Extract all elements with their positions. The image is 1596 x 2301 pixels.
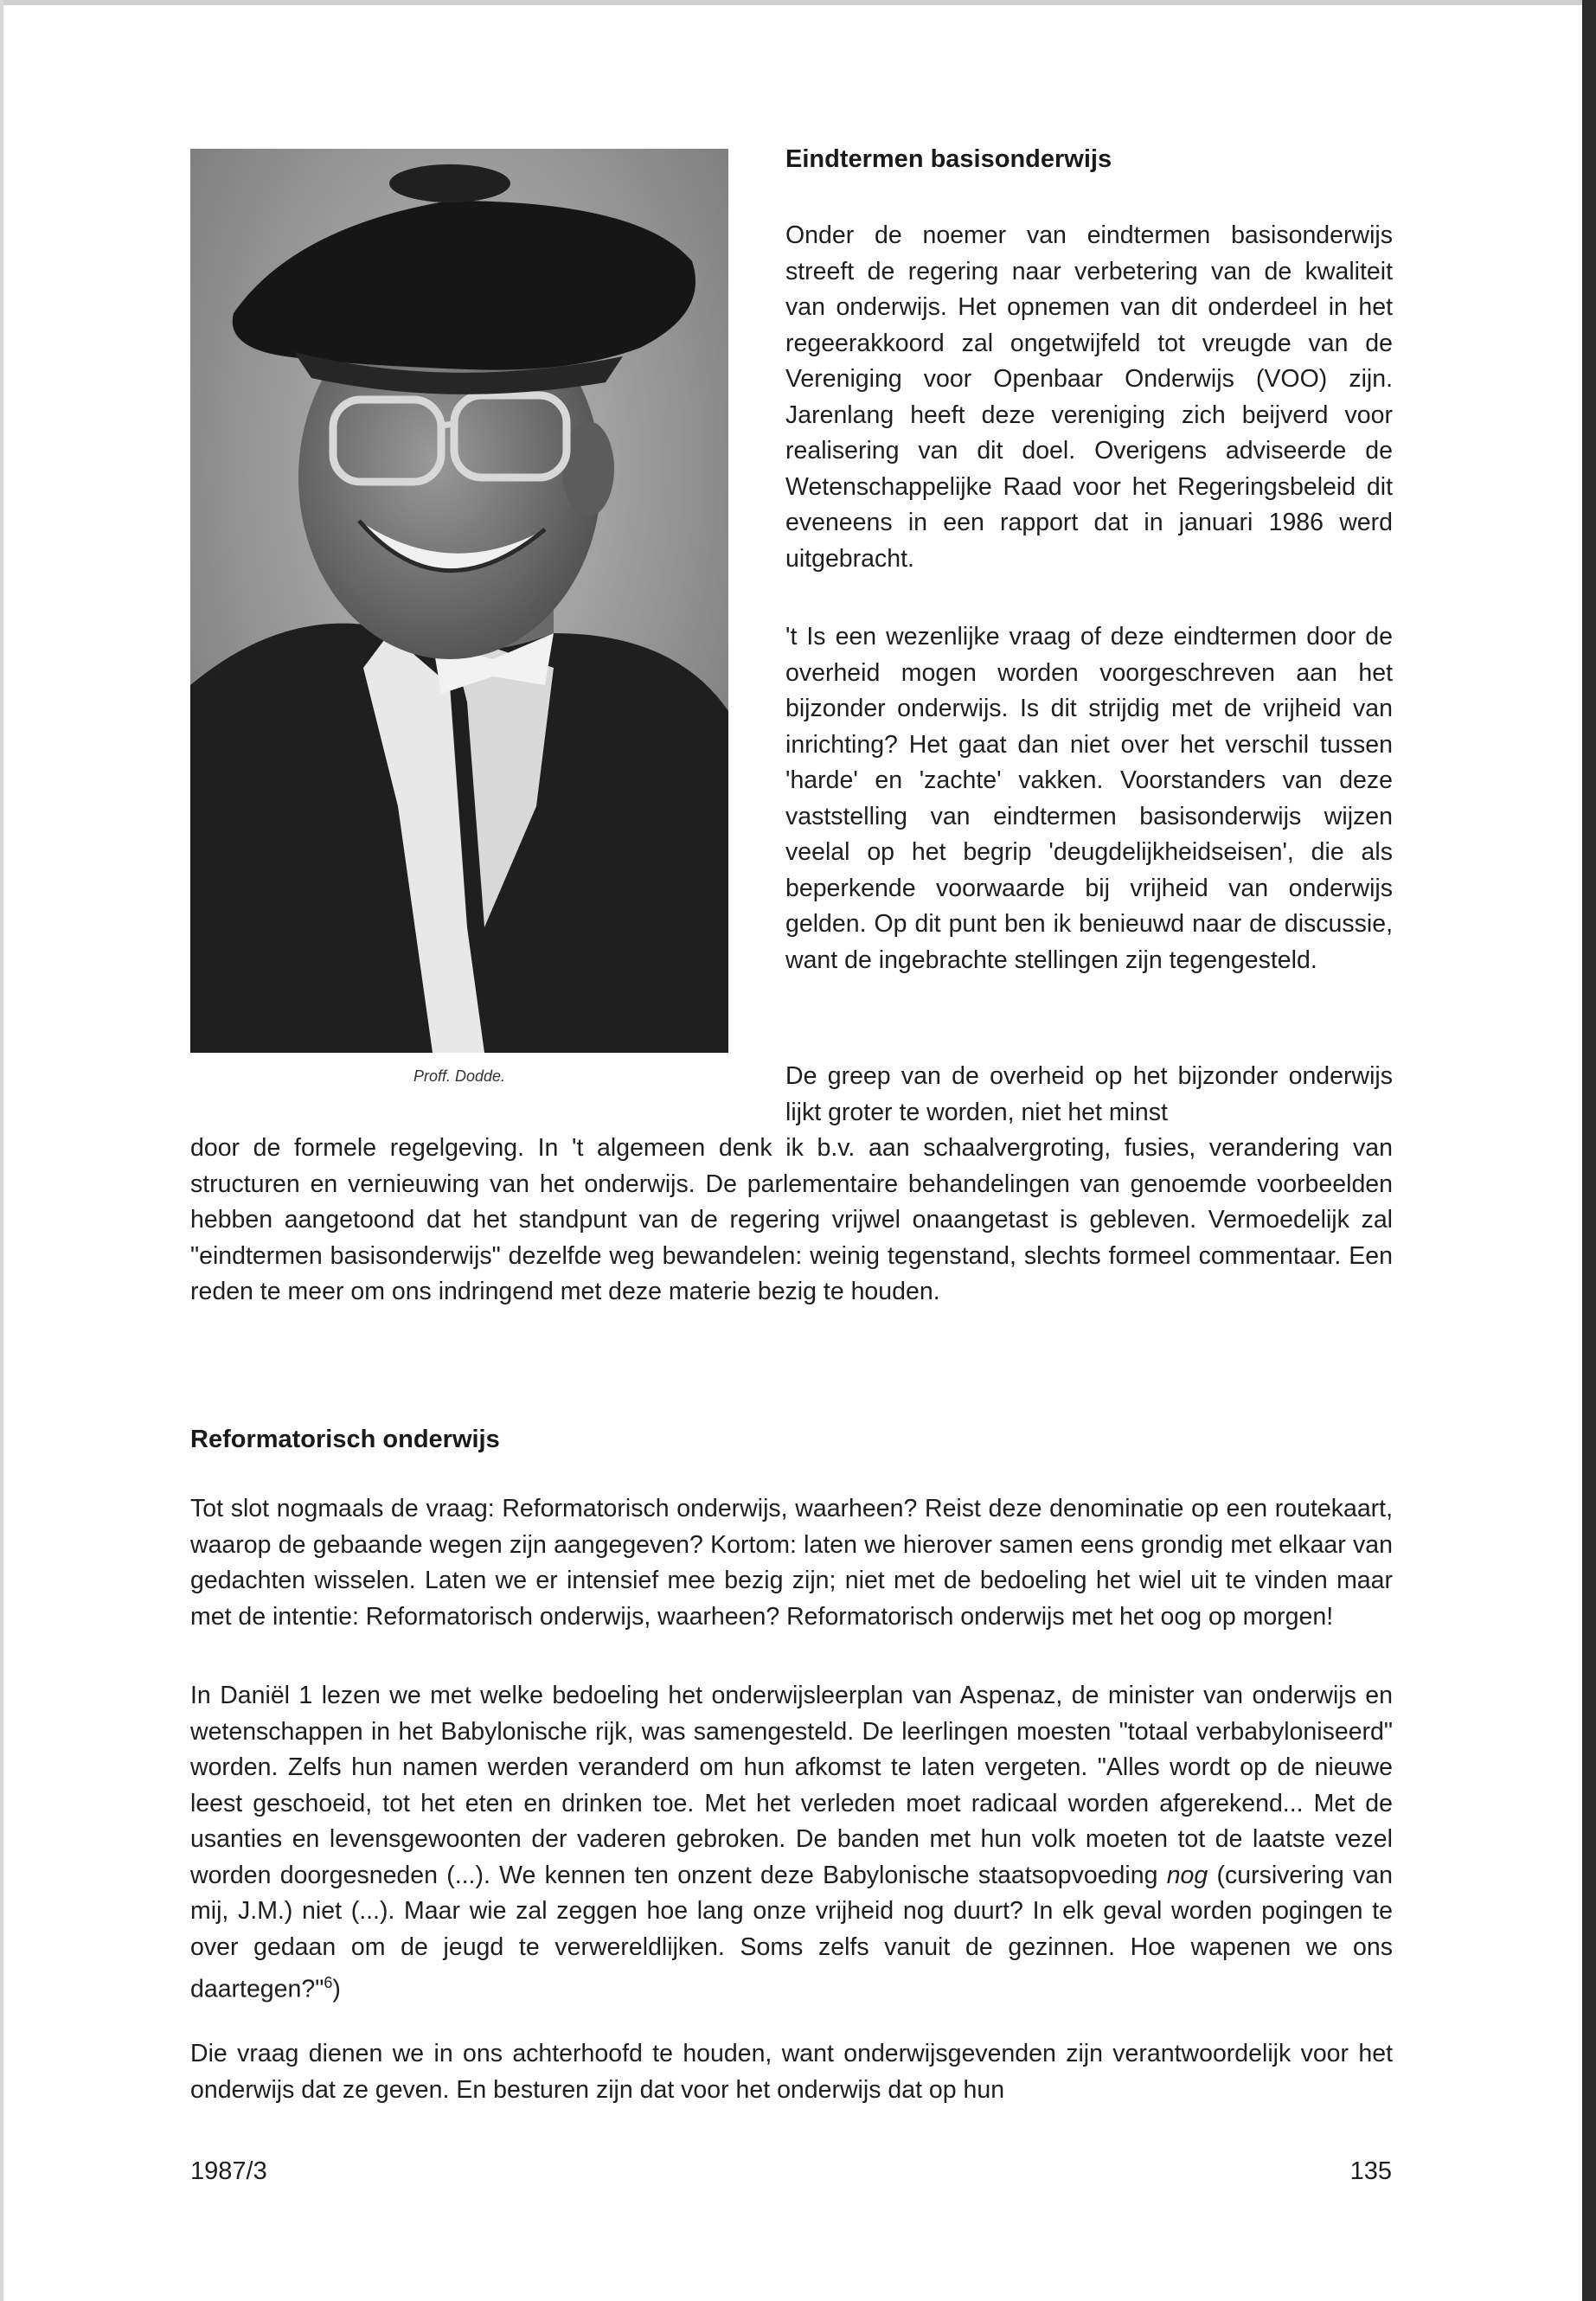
- portrait-photo: [190, 149, 728, 1053]
- page-number: 135: [1349, 2157, 1392, 2185]
- heading-reformatorisch: Reformatorisch onderwijs: [190, 1426, 500, 1453]
- paragraph-eindtermen-3b: door de formele regelgeving. In 't algemeen denk ik b.v. aan schaalvergroting, fusies, verandering van structuren en vernieuwing van het onderwijs. De parlementaire behandelingen van genoemde voorbeelden hebben aangetoond dat het standpunt van de regering vrijwel onaangetast is gebleven. Vermoedelijk zal "eindtermen basisonderwijs" dezelfde weg bewandelen: weinig tegenstand, slechts formeel commentaar. Een reden te meer om ons indringend met deze materie bezig te houden.: [190, 1134, 1393, 1305]
- page-edge-left: [0, 0, 3, 2301]
- page-edge-top: [0, 0, 1596, 5]
- issue-number: 1987/3: [190, 2157, 267, 2185]
- paragraph-eindtermen-1: Onder de noemer van eindtermen basisonderwijs streeft de regering naar verbetering van de kwaliteit van onderwijs. Het opnemen van dit onderdeel in het regeerakkoord zal ongetwijfeld tot vreugde van de Vereniging voor Openbaar Onderwijs (VOO) zijn. Jarenlang heeft deze vereniging zich beijverd voor realisering van dit doel. Overigens adviseerde de Wetenschappelijke Raad voor het Regeringsbeleid dit eveneens in een rapport dat in januari 1986 werd uitgebracht.: [785, 221, 1393, 573]
- heading-eindtermen: Eindtermen basisonderwijs: [785, 145, 1112, 173]
- photo-caption: Proff. Dodde.: [413, 1067, 506, 1085]
- paragraph-eindtermen-3a: De greep van de overheid op het bijzonder onderwijs lijkt groter te worden, niet het minst: [785, 1062, 1393, 1126]
- footnote-paren: ): [332, 1975, 341, 2003]
- page-edge-right: [1582, 0, 1596, 2301]
- paragraph-eindtermen-2: 't Is een wezenlijke vraag of deze eindtermen door de overheid mogen worden voorgeschreven aan het bijzonder onderwijs. Is dit strijdig met de vrijheid van inrichting? Het gaat dan niet over het verschil tussen 'harde' en 'zachte' vakken. Voorstanders van deze vaststelling van eindtermen basisonderwijs wijzen veelal op het begrip 'deugdelijkheidseisen', die als beperkende voorwaarde bij vrijheid van onderwijs gelden. Op dit punt ben ik benieuwd naar de discussie, want de ingebrachte stellingen zijn tegengesteld.: [785, 623, 1393, 974]
- emphasis-nog: nog: [1166, 1861, 1208, 1889]
- paragraph-reformatorisch-2: [190, 1678, 1393, 2008]
- paragraph-reformatorisch-2-start: In Daniël 1 lezen we met welke bedoeling het onderwijsleerplan van Aspenaz, de minister van onderwijs en wetenschappen in het Babylonische rijk, was samengesteld. De leerlingen moesten "totaal verbabyloniseerd" worden. Zelfs hun namen werden veranderd om hun afkomst te laten vergeten. "Alles wordt op de nieuwe leest geschoeid, tot het eten en drinken toe. Met het verleden moet radicaal worden afgerekend... Met de usanties en levensgewoonten der vaderen gebroken. De banden met hun volk moeten tot de laatste vezel worden doorgesneden (...). We kennen ten onzent deze Babylonische staatsopvoeding: [190, 1682, 1393, 1889]
- paragraph-reformatorisch-3: Die vraag dienen we in ons achterhoofd te houden, want onderwijsgevenden zijn verantwoordelijk voor het onderwijs dat ze geven. En besturen zijn dat voor het onderwijs dat op hun: [190, 2040, 1393, 2104]
- footnote-marker: 6: [324, 1974, 333, 1991]
- paragraph-reformatorisch-1: Tot slot nogmaals de vraag: Reformatorisch onderwijs, waarheen? Reist deze denominatie op een routekaart, waarop de gebaande wegen zijn aangegeven? Kortom: laten we hierover samen eens grondig met elkaar van gedachten wisselen. Laten we er intensief mee bezig zijn; niet met de bedoeling het wiel uit te vinden maar met de intentie: Reformatorisch onderwijs, waarheen? Reformatorisch onderwijs met het oog op morgen!: [190, 1495, 1393, 1631]
- paragraph-reformatorisch-2-end: (cursivering van mij, J.M.) niet (...). Maar wie zal zeggen hoe lang onze vrijheid nog duurt? In elk geval worden pogingen te over gedaan om de jeugd te verwereldlijken. Soms zelfs vanuit de gezinnen. Hoe wapenen we ons daartegen?": [190, 1861, 1393, 2003]
